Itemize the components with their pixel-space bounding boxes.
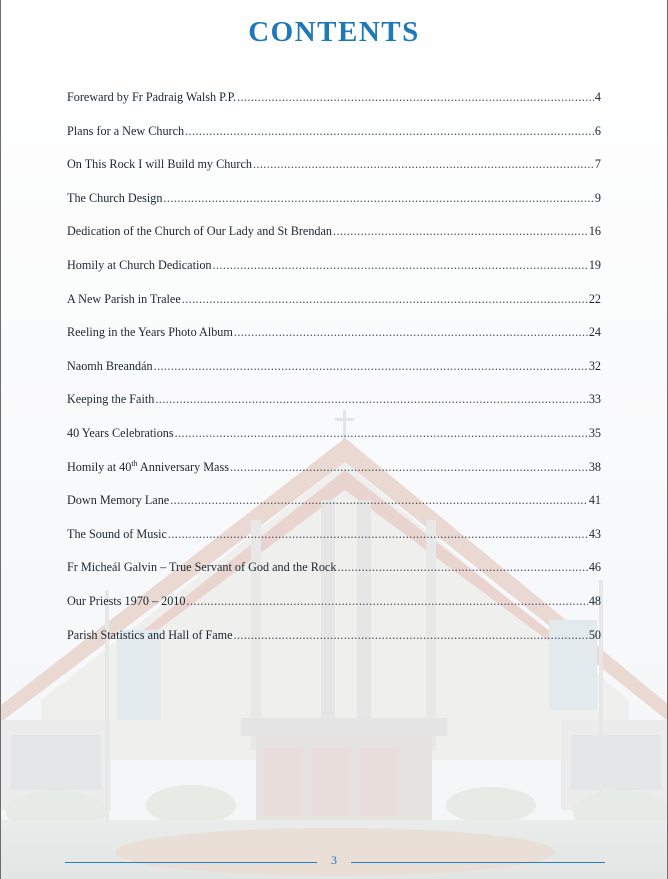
toc-entry	[67, 258, 601, 292]
toc-entry-page: 38	[588, 459, 601, 474]
toc-entry-page: 4	[594, 90, 601, 104]
dot-leader	[168, 527, 588, 542]
toc-entry-title-end: Anniversary Mass	[137, 459, 229, 474]
dot-leader	[234, 325, 588, 340]
toc-entry-page: 24	[588, 325, 601, 340]
toc-entry-title: Reeling in the Years Photo Album	[67, 325, 233, 340]
toc-entry-title: A New Parish in Tralee	[67, 291, 181, 306]
dot-leader	[185, 124, 594, 139]
dot-leader	[182, 292, 588, 307]
toc-entry-page: 43	[588, 526, 601, 541]
toc-entry-title: Plans for a New Church	[67, 123, 185, 138]
toc-entry	[67, 493, 601, 527]
toc-entry	[67, 90, 601, 124]
toc-entry-title: Naomh Breandán	[67, 358, 153, 373]
toc-entry-page: 6	[594, 123, 601, 138]
toc-entry-page: 16	[588, 224, 601, 239]
toc-entry	[67, 628, 601, 662]
dot-leader	[155, 392, 587, 407]
dot-leader	[163, 191, 593, 206]
toc-entry-page: 33	[588, 392, 601, 407]
toc-entry-title: Fr Micheál Galvin – True Servant of God and the Rock	[67, 560, 337, 575]
toc-entry-title: Homily at Church Dedication	[67, 257, 212, 272]
toc-entry-title: 40 Years Celebrations	[67, 425, 174, 440]
toc-entry	[67, 560, 601, 594]
toc-entry-title: Dedication of the Church of Our Lady and St Brendan	[67, 224, 333, 239]
footer-rule-left	[65, 862, 317, 863]
table-of-contents	[67, 90, 601, 661]
toc-entry-title: Keeping the Faith	[67, 392, 155, 407]
toc-entry	[67, 124, 601, 158]
toc-entry	[67, 392, 601, 426]
toc-entry-title	[67, 460, 229, 475]
toc-entry-title: Foreward by Fr Padraig Walsh P.P.	[67, 90, 237, 104]
toc-entry-page: 46	[588, 560, 601, 575]
toc-entry-page: 41	[588, 493, 601, 508]
toc-entry-title: Parish Statistics and Hall of Fame	[67, 627, 233, 642]
footer-rule-right	[351, 862, 605, 863]
toc-entry	[67, 191, 601, 225]
toc-entry-page: 9	[594, 190, 601, 205]
toc-entry	[67, 594, 601, 628]
toc-entry-page: 7	[594, 157, 601, 172]
toc-entry-title-start: Homily at 40	[67, 459, 132, 474]
toc-entry	[67, 426, 601, 460]
toc-entry	[67, 325, 601, 359]
toc-entry	[67, 292, 601, 326]
toc-entry-page: 19	[588, 257, 601, 272]
toc-entry-title: Down Memory Lane	[67, 493, 170, 508]
toc-entry	[67, 157, 601, 191]
toc-entry	[67, 359, 601, 393]
dot-leader	[187, 594, 588, 609]
toc-entry-page: 22	[588, 291, 601, 306]
toc-entry-title: The Sound of Music	[67, 526, 167, 541]
toc-entry-page: 35	[588, 425, 601, 440]
dot-leader	[170, 493, 588, 508]
dot-leader	[154, 359, 588, 374]
dot-leader	[213, 258, 588, 273]
dot-leader	[337, 560, 587, 575]
dot-leader	[333, 224, 588, 239]
toc-entry-title: On This Rock I will Build my Church	[67, 157, 252, 172]
dot-leader	[175, 426, 588, 441]
toc-entry-page: 32	[588, 358, 601, 373]
toc-entry	[67, 460, 601, 494]
page-title: CONTENTS	[248, 16, 420, 48]
page-number: 3	[331, 853, 337, 867]
toc-entry	[67, 527, 601, 561]
toc-entry-page: 48	[588, 593, 601, 608]
toc-entry-title: The Church Design	[67, 190, 163, 205]
toc-entry-title: Our Priests 1970 – 2010	[67, 593, 186, 608]
toc-entry-page: 50	[588, 627, 601, 642]
dot-leader	[234, 628, 588, 643]
dot-leader	[230, 460, 588, 475]
dot-leader	[237, 90, 594, 105]
toc-entry	[67, 224, 601, 258]
dot-leader	[253, 157, 594, 172]
ordinal-suffix: th	[131, 458, 138, 468]
